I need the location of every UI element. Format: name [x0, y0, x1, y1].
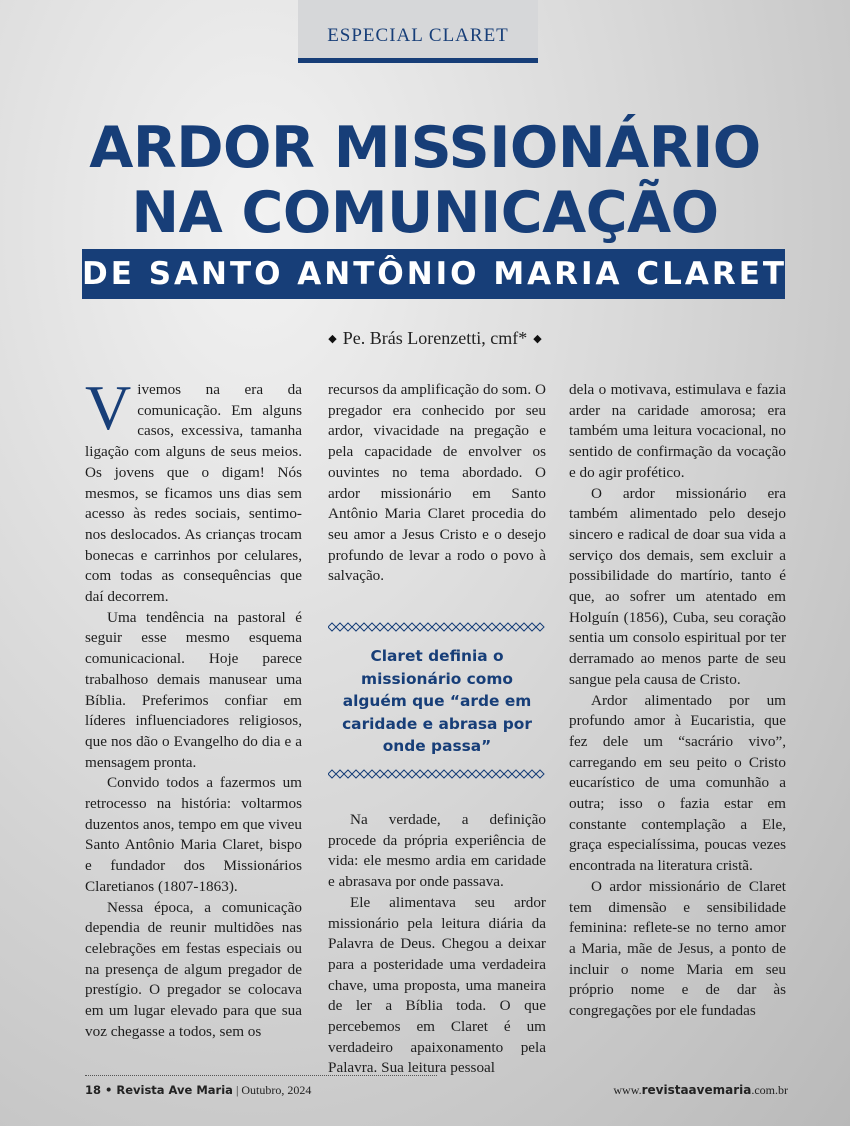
paragraph: Na verdade, a definição procede da própria experiência de vida: ele mesmo ardia em caridade e abrasava por onde passava.	[328, 811, 546, 891]
author-line	[0, 328, 850, 349]
paragraph: Vivemos na era da comunicação. Em alguns casos, excessiva, tamanha ligação com alguns de seus meios. Os jovens que o digam! Nós mesmos, se ficamos uns dias sem acesso às redes sociais, sentimo-nos deslocados. As crianças trocam bonecas e carrinhos por celulares, com todas as consequências que daí decorrem.	[85, 372, 302, 606]
ornament-divider-icon	[328, 768, 546, 780]
author-name: Pe. Brás Lorenzetti, cmf*	[342, 328, 528, 348]
paragraph: Uma tendência na pastoral é seguir esse mesmo esquema comunicacional. Hoje parece trabalhoso demais manusear uma Bíblia. Preferimos confiar em líderes influenciadores religiosos, que nos dão o Evangelho do dia e a mensagem pronta.	[85, 608, 302, 771]
article-title-line2: NA COMUNICAÇÃO	[131, 180, 719, 246]
column-2	[328, 380, 546, 1079]
paragraph: Ardor alimentado por um profundo amor à Eucaristia, que fez dele um “sacrário vivo”, carregando em seu peito o Cristo eucarístico de uma comunhão a outra; isso o fazia estar em constante contemplação a Ele, graça especialíssima, poucas vezes encontrada na literatura cristã.	[569, 691, 786, 875]
article-title-line1: ARDOR MISSIONÁRIO	[89, 115, 761, 181]
footer-folio	[85, 1083, 311, 1098]
subtitle-banner: DE SANTO ANTÔNIO MARIA CLARET	[82, 249, 785, 299]
paragraph: O ardor missionário de Claret tem dimensão e sensibilidade feminina: reflete-se no terno amor a Maria, mãe de Jesus, a ponto de incluir o nome Maria em seu próprio nome e de dar às congregações por ele fundadas	[569, 877, 786, 1020]
footer-divider	[85, 1075, 437, 1076]
footer-separator: |	[235, 1083, 239, 1097]
footer-url[interactable]: www.revistaavemaria.com.br	[613, 1083, 788, 1097]
diamond-icon: ◆	[533, 333, 542, 345]
column-3	[569, 380, 786, 1022]
paragraph: Convido todos a fazermos um retrocesso na história: voltarmos duzentos anos, tempo em que viveu Santo Antônio Maria Claret, bispo e fundador dos Missionários Claretianos (1807-1863).	[85, 774, 302, 895]
section-tab: ESPECIAL CLARET	[298, 0, 538, 63]
paragraph: recursos da amplificação do som. O pregador era conhecido por seu ardor, vivacidade na pregação e pela capacidade de envolver os ouvintes no tema abordado. O ardor missionário em Santo Antônio Maria Claret procedia do seu amor a Jesus Cristo e o desejo profundo de levar a rodo o povo à salvação.	[328, 381, 546, 585]
drop-cap: V	[85, 372, 132, 443]
pull-quote-text: Claret definia o missionário como alguém que “arde em caridade e abrasa por onde passa”	[342, 647, 532, 756]
paragraph: dela o motivava, estimulava e fazia arder na caridade amorosa; era também uma leitura vocacional, no sentido de confirmação da vocação e do agir profético.	[569, 381, 786, 481]
footer-date: Outubro, 2024	[241, 1083, 312, 1097]
footer-page: 18 • Revista Ave Maria	[85, 1083, 233, 1097]
diamond-icon: ◆	[328, 333, 337, 345]
paragraph: O ardor missionário era também alimentado pelo desejo sincero e radical de doar sua vida a serviço dos demais, sem excluir a possibilidade do martírio, tanto é que, ao sofrer um atentado em Holguín (1856), Cuba, seu coração sentia um consolo espiritual por ter derramado ao menos parte de seu sangue pela causa de Cristo.	[569, 484, 786, 688]
paragraph: Ele alimentava seu ardor missionário pela leitura diária da Palavra de Deus. Chegou a deixar para a posteridade uma verdadeira chave, uma proposta, uma maneira de ler a Bíblia toda. O que percebemos em Claret é um verdadeiro apaixonamento pela Palavra. Sua leitura pessoal	[328, 893, 546, 1077]
paragraph: Nessa época, a comunicação dependia de reunir multidões nas celebrações em festas especiais ou na presença de algum pregador de prestígio. O pregador se colocava em um lugar elevado para que sua voz chegasse a todos, sem os	[85, 898, 302, 1040]
ornament-divider-icon	[328, 621, 546, 633]
pull-quote	[328, 609, 546, 794]
column-1	[85, 372, 302, 1043]
